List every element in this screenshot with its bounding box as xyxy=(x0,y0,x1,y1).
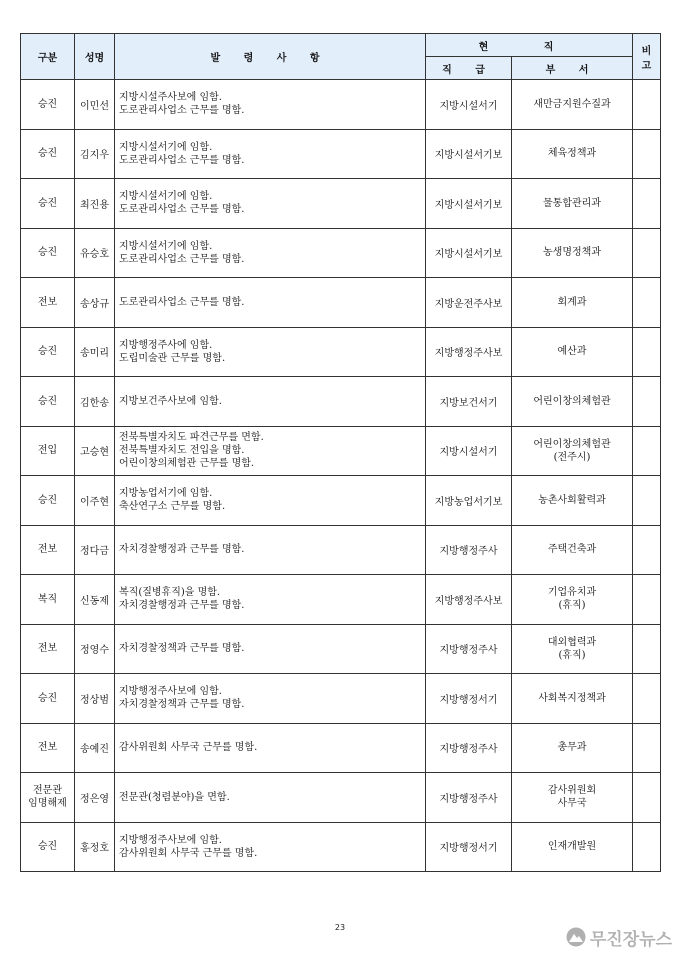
order-line: 자치경찰정책과 근무를 명함. xyxy=(119,699,245,711)
grade-cell: 지방행정주사 xyxy=(426,624,512,674)
department-line: 총무과 xyxy=(557,742,587,754)
category-text: 전보 xyxy=(37,296,58,308)
table-row xyxy=(21,575,661,625)
grade-cell: 지방농업서기보 xyxy=(426,476,512,526)
order-line: 자치경찰정책과 근무를 명함. xyxy=(119,643,245,655)
order-line: 도로관리사업소 근무를 명함. xyxy=(119,154,245,166)
remarks-cell xyxy=(633,674,661,724)
order-line: 복직(질병휴직)을 명함. xyxy=(119,587,221,599)
order-cell xyxy=(115,228,426,278)
category-cell xyxy=(21,773,75,823)
department-cell xyxy=(512,179,633,229)
order-line: 도로관리사업소 근무를 명함. xyxy=(119,204,245,216)
name-cell: 정상범 xyxy=(75,674,115,724)
department-line: 인재개발원 xyxy=(547,841,597,853)
department-cell xyxy=(512,228,633,278)
department-cell xyxy=(512,723,633,773)
department-cell xyxy=(512,822,633,872)
remarks-cell xyxy=(633,228,661,278)
department-cell xyxy=(512,575,633,625)
department-cell xyxy=(512,426,633,476)
category-cell xyxy=(21,228,75,278)
department-line: 농촌사회활력과 xyxy=(538,494,606,506)
department-line: 대외협력과 xyxy=(547,636,597,648)
table-row xyxy=(21,426,661,476)
category-text: 승진 xyxy=(37,148,58,160)
category-text: 승진 xyxy=(37,395,58,407)
order-line: 자치경찰행정과 근무를 명함. xyxy=(119,600,245,612)
department-cell xyxy=(512,476,633,526)
category-cell xyxy=(21,575,75,625)
category-text: 전보 xyxy=(37,544,58,556)
order-cell xyxy=(115,426,426,476)
department-cell xyxy=(512,327,633,377)
order-line: 도로관리사업소 근무를 명함. xyxy=(119,296,245,308)
order-line: 어린이창의체험관 근무를 명함. xyxy=(119,458,255,470)
name-cell: 정다금 xyxy=(75,525,115,575)
category-text: 전보 xyxy=(37,643,58,655)
order-line: 지방시설서기에 임함. xyxy=(119,240,213,252)
order-cell xyxy=(115,327,426,377)
department-line: 주택건축과 xyxy=(547,544,597,556)
header-current-position: 현 직 xyxy=(426,34,633,57)
order-line: 도로관리사업소 근무를 명함. xyxy=(119,105,245,117)
remarks-cell xyxy=(633,476,661,526)
order-cell xyxy=(115,80,426,130)
name-cell: 정영수 xyxy=(75,624,115,674)
category-text: 전보 xyxy=(37,742,58,754)
order-line: 자치경찰행정과 근무를 명함. xyxy=(119,544,245,556)
name-cell: 송미리 xyxy=(75,327,115,377)
remarks-cell xyxy=(633,773,661,823)
order-line: 지방농업서기에 임함. xyxy=(119,488,213,500)
table-row xyxy=(21,723,661,773)
department-cell xyxy=(512,773,633,823)
category-cell xyxy=(21,476,75,526)
department-line: 회계과 xyxy=(557,296,587,308)
name-cell: 고승현 xyxy=(75,426,115,476)
remarks-cell xyxy=(633,575,661,625)
grade-cell: 지방행정서기 xyxy=(426,674,512,724)
mountain-logo-icon xyxy=(566,927,586,947)
table-row xyxy=(21,624,661,674)
order-line: 도로관리사업소 근무를 명함. xyxy=(119,253,245,265)
header-department: 부 서 xyxy=(512,57,633,80)
department-line: (전주시) xyxy=(553,451,591,463)
department-line: 사무국 xyxy=(557,798,587,810)
order-cell xyxy=(115,179,426,229)
category-cell xyxy=(21,80,75,130)
category-text: 전입 xyxy=(37,445,58,457)
name-cell: 최진용 xyxy=(75,179,115,229)
table-row xyxy=(21,525,661,575)
table-row xyxy=(21,674,661,724)
remarks-cell xyxy=(633,624,661,674)
header-remarks: 비고 xyxy=(633,34,661,80)
category-cell xyxy=(21,179,75,229)
remarks-cell xyxy=(633,723,661,773)
category-cell xyxy=(21,723,75,773)
category-text: 임명해제 xyxy=(28,798,67,810)
order-cell xyxy=(115,624,426,674)
grade-cell: 지방행정주사 xyxy=(426,723,512,773)
page-number: 23 xyxy=(334,923,346,932)
grade-cell: 지방행정주사보 xyxy=(426,327,512,377)
department-line: 감사위원회 xyxy=(547,785,597,797)
table-row xyxy=(21,377,661,427)
remarks-cell xyxy=(633,525,661,575)
grade-cell: 지방보건서기 xyxy=(426,377,512,427)
category-cell xyxy=(21,129,75,179)
order-cell xyxy=(115,773,426,823)
name-cell: 이민선 xyxy=(75,80,115,130)
category-text: 승진 xyxy=(37,346,58,358)
grade-cell: 지방행정서기 xyxy=(426,822,512,872)
order-line: 전문관(청렴분야)을 면함. xyxy=(119,791,230,803)
order-cell xyxy=(115,476,426,526)
department-cell xyxy=(512,377,633,427)
department-cell xyxy=(512,674,633,724)
category-cell xyxy=(21,822,75,872)
department-line: 물통합관리과 xyxy=(543,197,601,209)
remarks-cell xyxy=(633,179,661,229)
header-category: 구분 xyxy=(21,34,75,80)
name-cell: 신동제 xyxy=(75,575,115,625)
department-line: 체육정책과 xyxy=(547,148,597,160)
table-row xyxy=(21,179,661,229)
remarks-cell xyxy=(633,80,661,130)
order-line: 감사위원회 사무국 근무를 명함. xyxy=(119,847,258,859)
news-watermark xyxy=(566,924,672,950)
category-text: 승진 xyxy=(37,197,58,209)
grade-cell: 지방행정주사보 xyxy=(426,575,512,625)
name-cell: 이주현 xyxy=(75,476,115,526)
table-row xyxy=(21,327,661,377)
grade-cell: 지방행정주사 xyxy=(426,773,512,823)
order-line: 축산연구소 근무를 명함. xyxy=(119,501,226,513)
department-cell xyxy=(512,129,633,179)
table-row xyxy=(21,129,661,179)
grade-cell: 지방행정주사 xyxy=(426,525,512,575)
category-cell xyxy=(21,278,75,328)
department-line: 어린이창의체험관 xyxy=(533,395,611,407)
remarks-cell xyxy=(633,278,661,328)
order-cell xyxy=(115,129,426,179)
order-cell xyxy=(115,525,426,575)
order-line: 지방행정주사보에 임함. xyxy=(119,686,222,698)
category-text: 승진 xyxy=(37,692,58,704)
table-row xyxy=(21,476,661,526)
category-cell xyxy=(21,327,75,377)
category-text: 전문관 xyxy=(33,785,62,797)
remarks-cell xyxy=(633,426,661,476)
name-cell: 송예진 xyxy=(75,723,115,773)
name-cell: 홍정호 xyxy=(75,822,115,872)
remarks-cell xyxy=(633,377,661,427)
category-cell xyxy=(21,674,75,724)
department-line: 기업유치과 xyxy=(547,587,597,599)
grade-cell: 지방시설서기보 xyxy=(426,179,512,229)
category-text: 복직 xyxy=(37,593,58,605)
grade-cell: 지방시설서기보 xyxy=(426,129,512,179)
watermark-text: 무진장뉴스 xyxy=(589,929,672,950)
order-line: 전북특별자치도 전입을 명함. xyxy=(119,445,245,457)
category-cell xyxy=(21,624,75,674)
grade-cell: 지방운전주사보 xyxy=(426,278,512,328)
order-cell xyxy=(115,674,426,724)
order-cell xyxy=(115,723,426,773)
remarks-cell xyxy=(633,327,661,377)
category-cell xyxy=(21,426,75,476)
department-line: (휴직) xyxy=(558,649,586,661)
department-cell xyxy=(512,278,633,328)
remarks-cell xyxy=(633,822,661,872)
order-cell xyxy=(115,377,426,427)
order-line: 감사위원회 사무국 근무를 명함. xyxy=(119,742,258,754)
order-line: 지방시설주사보에 임함. xyxy=(119,92,222,104)
department-line: 어린이창의체험관 xyxy=(533,438,611,450)
name-cell: 유승호 xyxy=(75,228,115,278)
department-cell xyxy=(512,80,633,130)
department-cell xyxy=(512,624,633,674)
name-cell: 정은영 xyxy=(75,773,115,823)
category-text: 승진 xyxy=(37,98,58,110)
order-line: 도립미술관 근무를 명함. xyxy=(119,352,226,364)
header-name: 성명 xyxy=(75,34,115,80)
department-cell xyxy=(512,525,633,575)
department-line: 농생명정책과 xyxy=(543,247,601,259)
personnel-order-table xyxy=(20,33,661,872)
department-line: (휴직) xyxy=(558,600,586,612)
header-order: 발 령 사 항 xyxy=(115,34,426,80)
order-cell xyxy=(115,278,426,328)
category-text: 승진 xyxy=(37,247,58,259)
order-cell xyxy=(115,575,426,625)
remarks-cell xyxy=(633,129,661,179)
table-row xyxy=(21,278,661,328)
category-text: 승진 xyxy=(37,494,58,506)
order-line: 지방시설서기에 임함. xyxy=(119,191,213,203)
category-cell xyxy=(21,525,75,575)
header-grade: 직 급 xyxy=(426,57,512,80)
order-line: 지방보건주사보에 임함. xyxy=(119,395,222,407)
grade-cell: 지방시설서기 xyxy=(426,426,512,476)
table-row xyxy=(21,773,661,823)
department-line: 사회복지정책과 xyxy=(538,692,606,704)
table-row xyxy=(21,228,661,278)
grade-cell: 지방시설서기보 xyxy=(426,228,512,278)
table-row xyxy=(21,80,661,130)
department-line: 새만금지원수질과 xyxy=(533,98,611,110)
order-line: 지방행정주사보에 임함. xyxy=(119,834,222,846)
order-cell xyxy=(115,822,426,872)
table-row xyxy=(21,822,661,872)
name-cell: 송상규 xyxy=(75,278,115,328)
table-body xyxy=(21,80,661,872)
name-cell: 김한송 xyxy=(75,377,115,427)
name-cell: 김지우 xyxy=(75,129,115,179)
category-text: 승진 xyxy=(37,841,58,853)
category-cell xyxy=(21,377,75,427)
order-line: 전북특별자치도 파견근무를 면함. xyxy=(119,432,264,444)
order-line: 지방행정주사에 임함. xyxy=(119,339,213,351)
grade-cell: 지방시설서기 xyxy=(426,80,512,130)
department-line: 예산과 xyxy=(557,346,587,358)
order-line: 지방시설서기에 임함. xyxy=(119,141,213,153)
